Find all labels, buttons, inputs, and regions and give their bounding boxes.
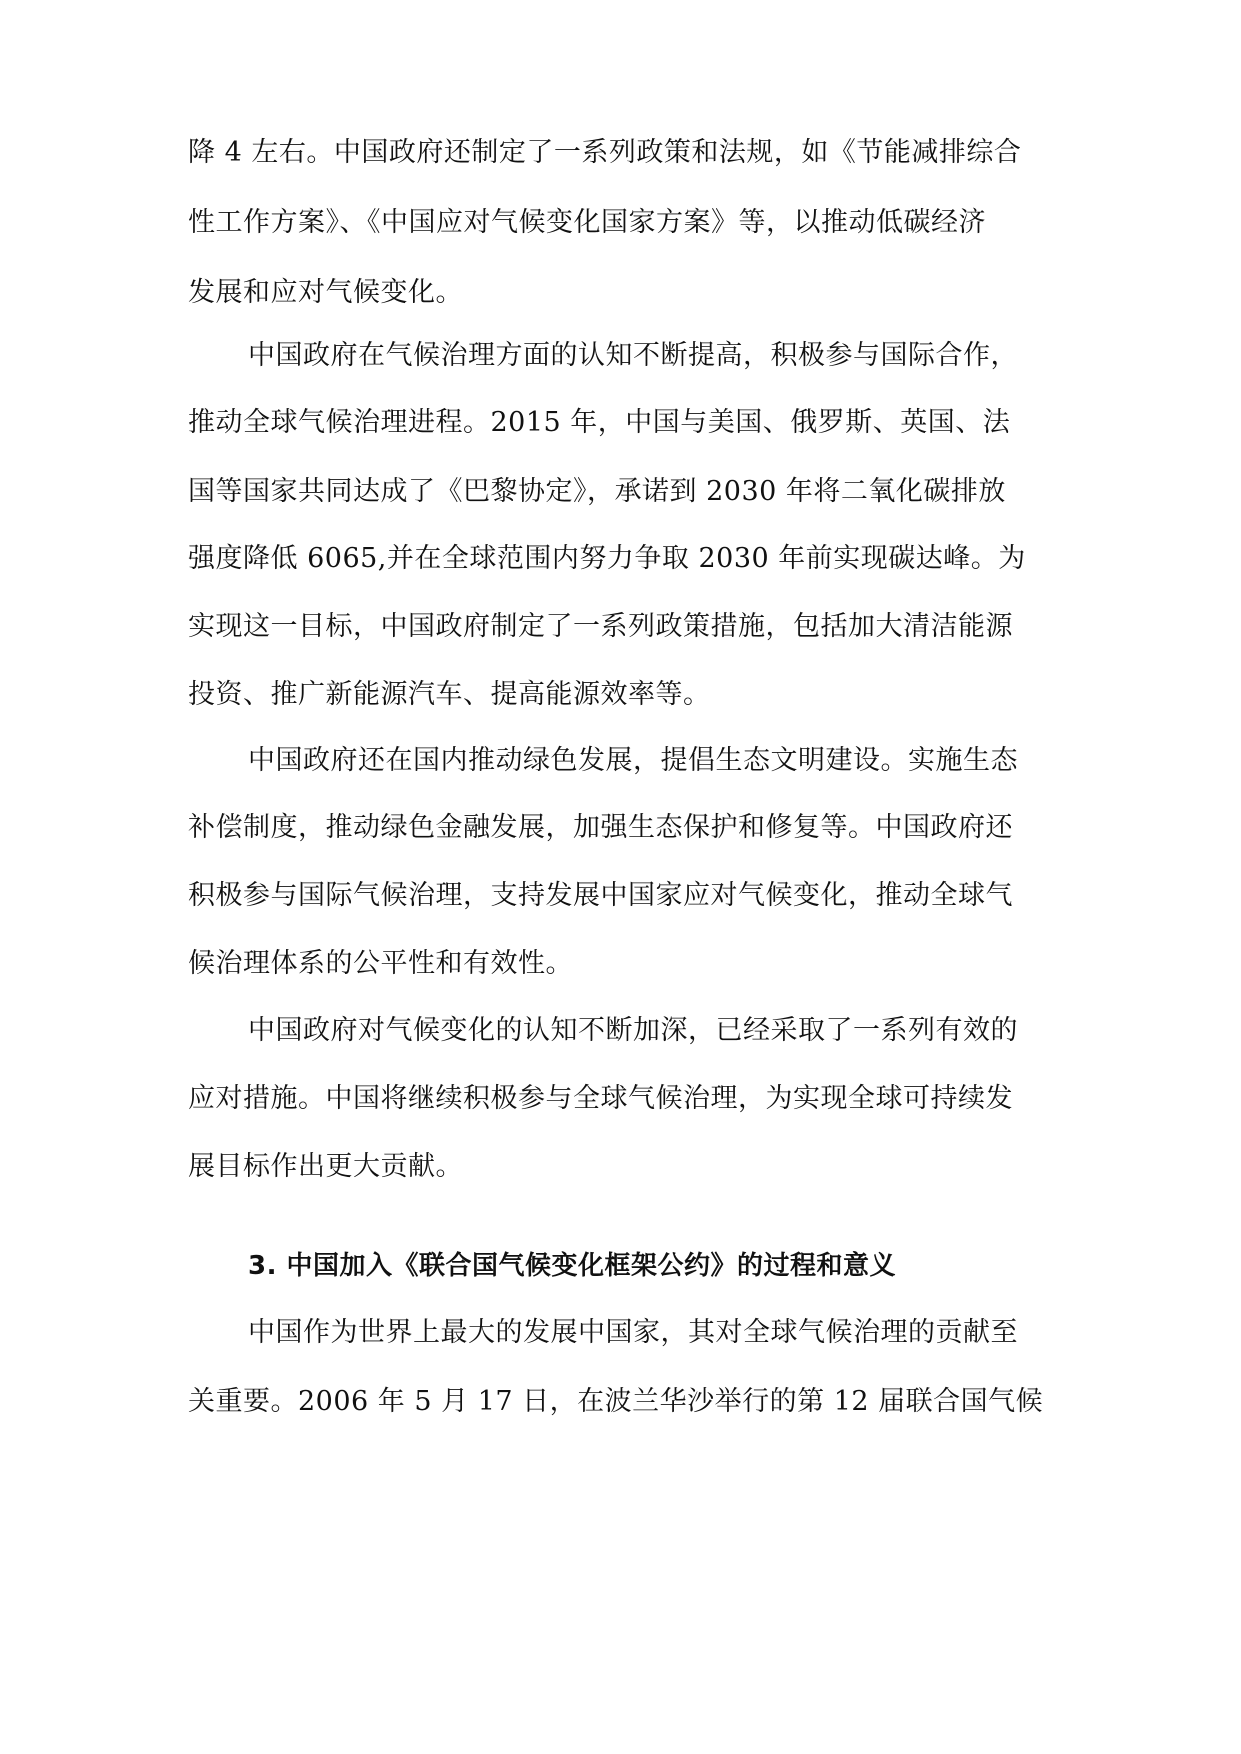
paragraph-4-line-2: 应对措施。中国将继续积极参与全球气候治理，为实现全球可持续发 xyxy=(188,1083,1013,1114)
paragraph-4-line-1: 中国政府对气候变化的认知不断加深，已经采取了一系列有效的 xyxy=(248,1015,1018,1046)
paragraph-2-line-3: 国等国家共同达成了《巴黎协定》，承诺到 2030 年将二氧化碳排放 xyxy=(188,476,1006,507)
paragraph-3-line-3: 积极参与国际气候治理，支持发展中国家应对气候变化，推动全球气 xyxy=(188,880,1013,911)
final-paragraph-line-2: 关重要。2006 年 5 月 17 日，在波兰华沙举行的第 12 届联合国气候 xyxy=(188,1386,1044,1417)
final-paragraph-line-1: 中国作为世界上最大的发展中国家，其对全球气候治理的贡献至 xyxy=(248,1317,1018,1348)
paragraph-2-line-5: 实现这一目标，中国政府制定了一系列政策措施，包括加大清洁能源 xyxy=(188,611,1013,642)
paragraph-1-line-1: 降 4 左右。中国政府还制定了一系列政策和法规，如《节能减排综合 xyxy=(188,137,1022,168)
paragraph-2-line-2: 推动全球气候治理进程。2015 年，中国与美国、俄罗斯、英国、法 xyxy=(188,407,1011,438)
paragraph-3-line-2: 补偿制度，推动绿色金融发展，加强生态保护和修复等。中国政府还 xyxy=(188,812,1013,843)
paragraph-2-line-4: 强度降低 6065,并在全球范围内努力争取 2030 年前实现碳达峰。为 xyxy=(188,543,1026,574)
paragraph-3-line-1: 中国政府还在国内推动绿色发展，提倡生态文明建设。实施生态 xyxy=(248,745,1018,776)
paragraph-4-line-3: 展目标作出更大贡献。 xyxy=(188,1151,463,1182)
paragraph-1-line-2: 性工作方案》、《中国应对气候变化国家方案》等，以推动低碳经济 xyxy=(188,207,986,238)
paragraph-2-line-1: 中国政府在气候治理方面的认知不断提高，积极参与国际合作， xyxy=(248,340,1018,371)
section-heading: 3. 中国加入《联合国气候变化框架公约》的过程和意义 xyxy=(248,1251,897,1281)
paragraph-2-line-6: 投资、推广新能源汽车、提高能源效率等。 xyxy=(188,679,711,710)
paragraph-3-line-4: 候治理体系的公平性和有效性。 xyxy=(188,948,573,979)
paragraph-1-line-3: 发展和应对气候变化。 xyxy=(188,277,463,308)
